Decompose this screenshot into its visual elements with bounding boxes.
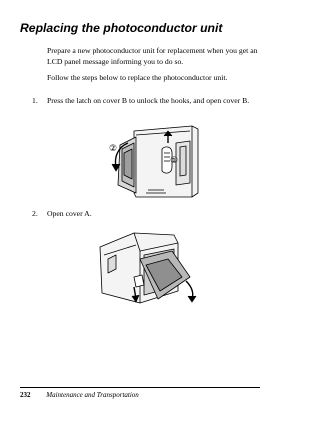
step-number: 1. — [32, 96, 38, 105]
page-number: 232 — [20, 391, 31, 399]
intro-paragraph-1: Prepare a new photoconductor unit for replacement when you get an LCD panel message informing you to do so. — [47, 46, 258, 66]
cover-a-illustration — [94, 229, 204, 305]
step-number: 2. — [32, 209, 38, 218]
section-heading: Replacing the photoconductor unit — [20, 21, 223, 35]
cover-b-illustration — [106, 123, 202, 200]
step-text: Press the latch on cover B to unlock the hooks, and open cover B. — [47, 96, 250, 105]
footer-divider — [20, 387, 260, 388]
callout-2: ② — [109, 144, 118, 154]
page-footer — [20, 391, 139, 399]
footer-section-title: Maintenance and Transportation — [46, 391, 139, 399]
step-text: Open cover A. — [47, 209, 92, 218]
callout-1: ① — [170, 156, 179, 166]
intro-paragraph-2: Follow the steps below to replace the photoconductor unit. — [47, 73, 228, 82]
